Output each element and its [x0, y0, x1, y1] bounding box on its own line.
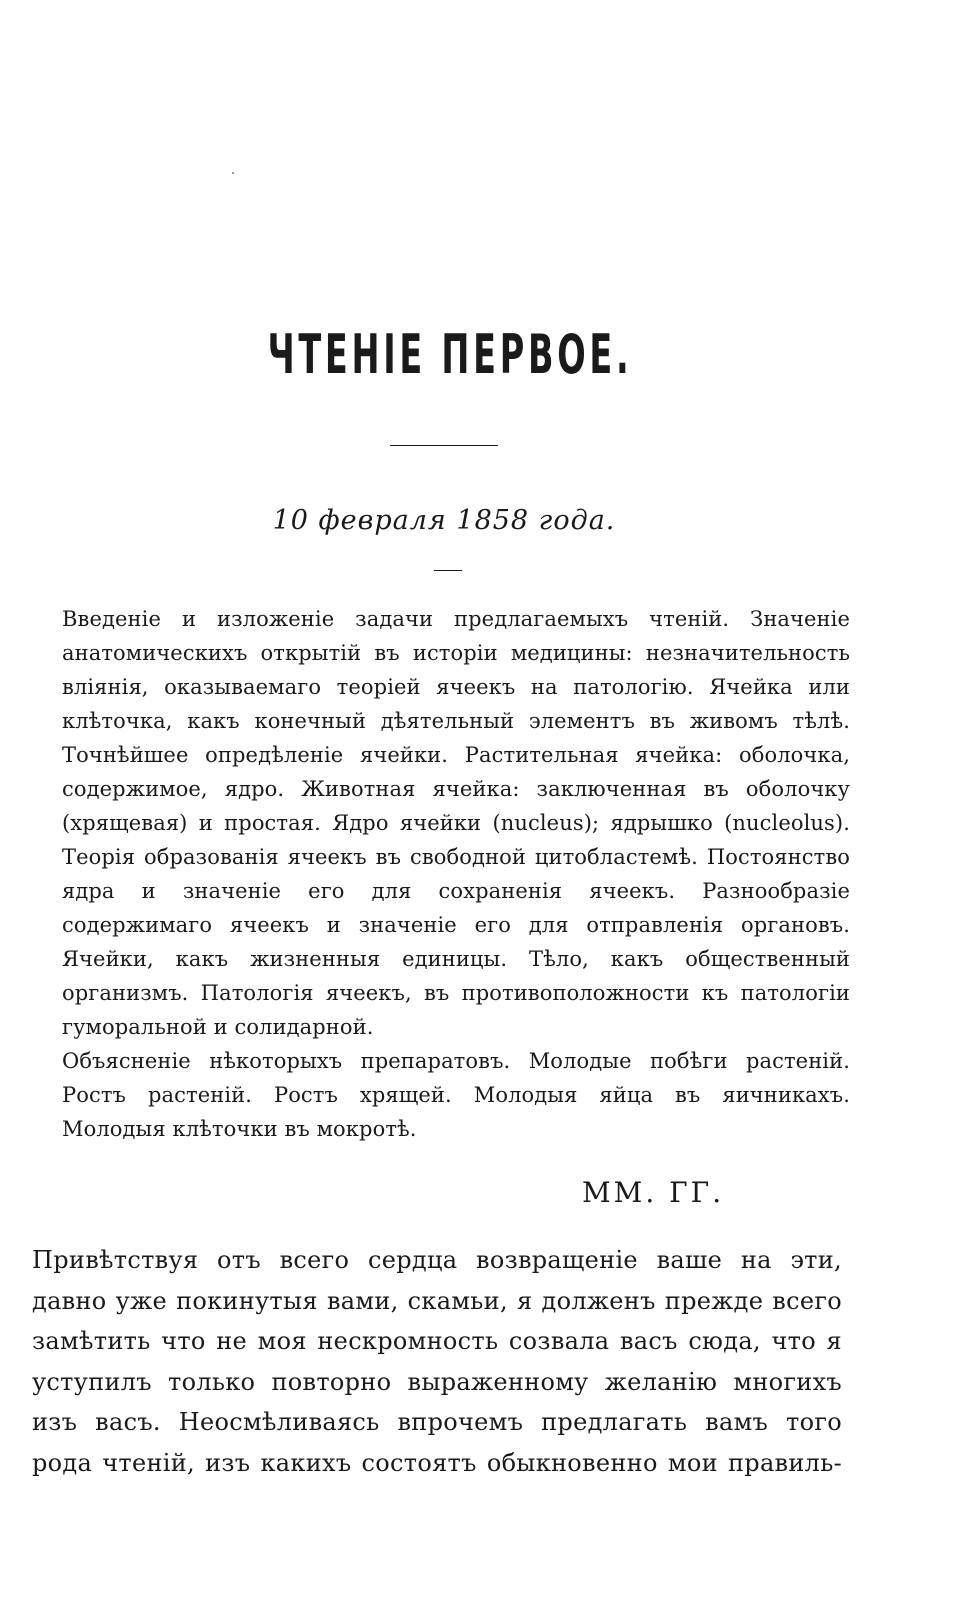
summary-paragraph-preparations: Объясненіе нѣкоторыхъ препаратовъ. Молодые побѣги растеній. Ростъ растеній. Ростъ хрящей. Молодыя яйца въ яичникахъ. Молодыя клѣточки въ мокротѣ. [62, 1049, 850, 1141]
lecture-paragraph: Привѣтствуя отъ всего сердца возвращеніе ваше на эти, давно уже покинутыя вами, скамьи, я долженъ прежде всего замѣтить что не моя нескромность созвала васъ сюда, что я уступилъ только повторно выраженному желанію многихъ изъ васъ. Неосмѣливаясь впрочемъ предлагать вамъ того рода чтеній, изъ какихъ состоятъ обыкновенно мои правиль- [32, 1246, 842, 1477]
salutation: ММ. ГГ. [582, 1176, 725, 1209]
print-speck [232, 172, 234, 174]
lecture-date: 10 февраля 1858 года. [272, 505, 616, 536]
summary-paragraph-topics: Введеніе и изложеніе задачи предлагаемыхъ чтеній. Значеніе анатомическихъ открытій въ исторіи медицины: незначительность вліянія, оказываемаго теоріей ячеекъ на патологію. Ячейка или клѣточка, какъ конечный дѣятельный элементъ въ живомъ тѣлѣ. Точнѣйшее опредѣленіе ячейки. Растительная ячейка: оболочка, содержимое, ядро. Животная ячейка: заключенная въ оболочку (хрящевая) и простая. Ядро ячейки (nucleus); ядрышко (nucleolus). Теорія образованія ячеекъ въ свободной цитобластемѣ. Постоянство ядра и значеніе его для сохраненія ячеекъ. Разнообразіе содержимаго ячеекъ и значеніе его для отправленія органовъ. Ячейки, какъ жизненныя единицы. Тѣло, какъ общественный организмъ. Патологія ячеекъ, въ противоположности къ патологіи гуморальной и солидарной. [62, 607, 850, 1039]
chapter-title: ЧТЕНІЕ ПЕРВОЕ. [267, 323, 633, 386]
title-divider [390, 445, 498, 446]
date-divider [434, 570, 462, 571]
lecture-text [32, 1240, 842, 1483]
chapter-summary [62, 602, 850, 1146]
